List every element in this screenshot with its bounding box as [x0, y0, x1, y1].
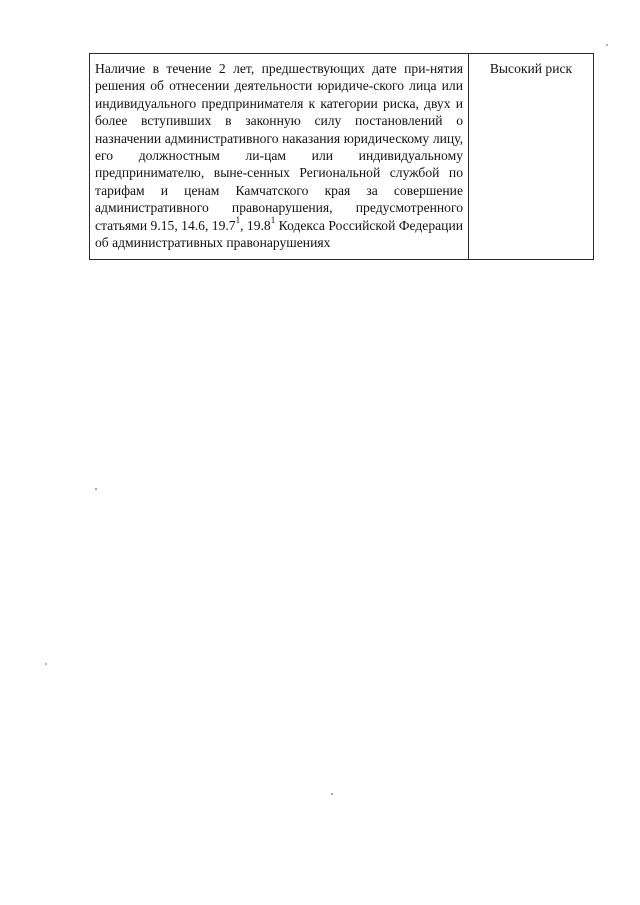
criterion-text-end: Кодекса Российской Федерации об административных правонарушениях — [95, 217, 463, 251]
criterion-cell — [90, 54, 469, 260]
superscript-1: 1 — [235, 215, 241, 226]
scan-speck — [95, 488, 97, 490]
risk-category-cell: Высокий риск — [469, 54, 594, 260]
scan-speck — [331, 793, 333, 795]
criterion-text-middle: , 19.8 — [240, 217, 271, 233]
risk-criteria-table — [89, 53, 594, 260]
scan-speck — [606, 44, 608, 46]
criterion-text: Наличие в течение 2 лет, предшествующих дате при-нятия решения об отнесении деятельности юридиче-ского лица или индивидуального предпринимателя к категории риска, двух и более вступивших в законную силу постановлений о назначении административного наказания юридическому лицу, его должностным ли-цам или индивидуальному предпринимателю, выне-сенных Региональной службой по тарифам и ценам Камчатского края за совершение административного правонарушения, предусмотренного статьями 9.15, 14.6, 19.7 — [95, 61, 463, 233]
scan-speck — [45, 663, 47, 665]
superscript-2: 1 — [270, 215, 276, 226]
table-row — [90, 54, 594, 260]
